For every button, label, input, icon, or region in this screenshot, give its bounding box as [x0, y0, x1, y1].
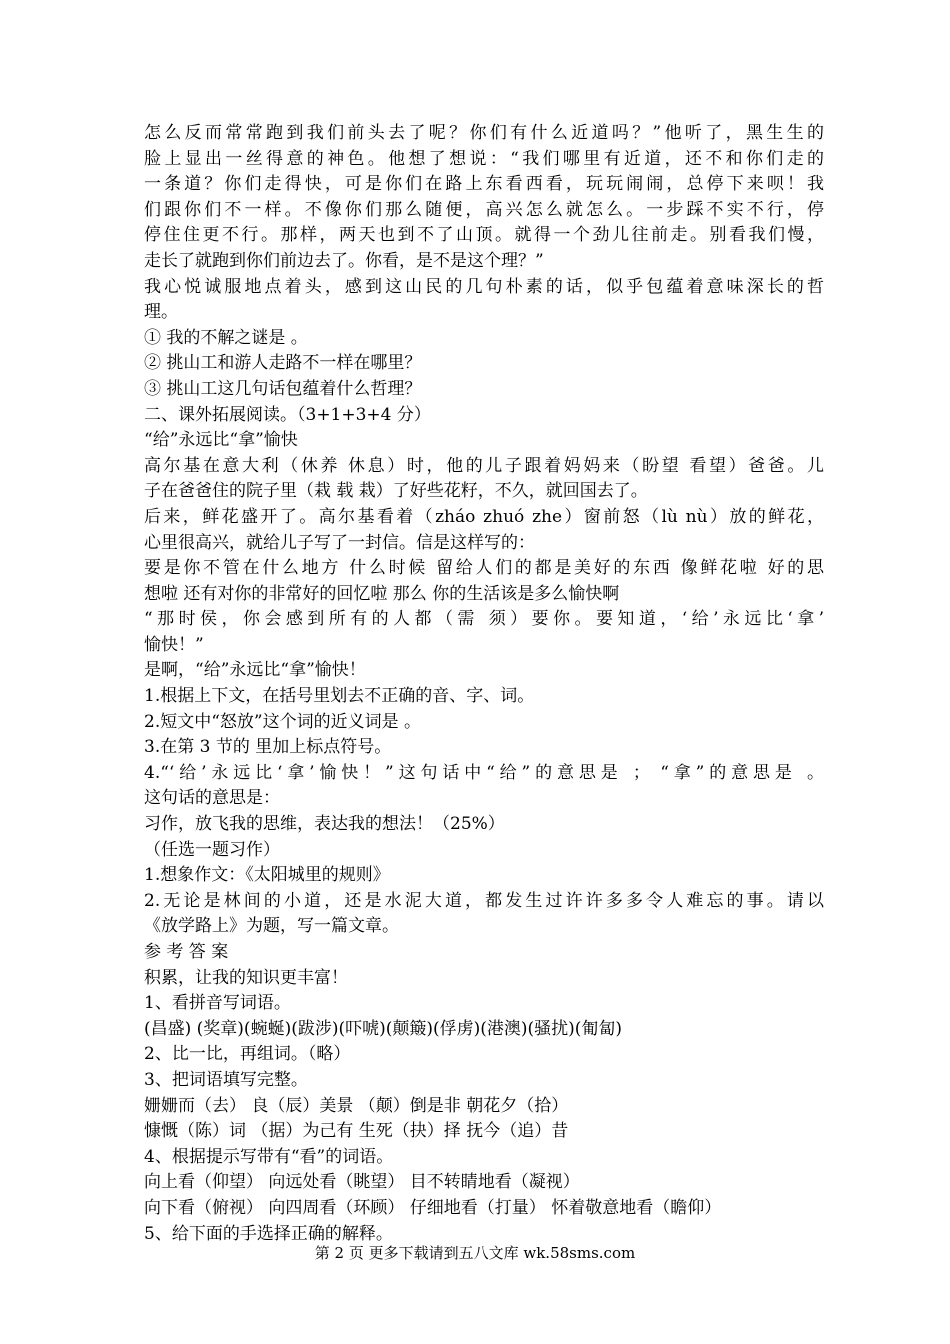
answer-line: 慷慨（陈）词 （据）为己有 生死（抉）择 抚今（追）昔 — [144, 1121, 569, 1142]
answer-heading: 4、根据提示写带有“看”的词语。 — [144, 1146, 394, 1167]
answer-heading: 5、给下面的手选择正确的解释。 — [144, 1223, 393, 1244]
answer-line: 向下看（俯视） 向四周看（环顾） 仔细地看（打量） 怀着敬意地看（瞻仰） — [144, 1197, 722, 1218]
question-item: ① 我的不解之谜是 。 — [144, 327, 308, 348]
document-body — [144, 121, 824, 1247]
question-item: 1.根据上下文，在括号里划去不正确的音、字、词。 — [144, 686, 535, 707]
text-line: 《放学路上》为题，写一篇文章。 — [144, 916, 399, 937]
text-line: 高尔基在意大利（休养 休息）时，他的儿子跟着妈妈来（盼望 看望）爸爸。儿 — [144, 455, 824, 476]
section-heading: 习作，放飞我的思维，表达我的想法！（25%） — [144, 814, 505, 835]
question-item: ③ 挑山工这几句话包蕴着什么哲理？ — [144, 378, 422, 399]
answer-heading: 2、比一比，再组词。（略） — [144, 1044, 351, 1065]
text-line: 后来，鲜花盛开了。高尔基看着（zháo zhuó zhe）窗前怒（lù nù）放的鲜花， — [144, 506, 824, 527]
text-line: 要是你不管在什么地方 什么时候 留给人们的都是美好的东西 像鲜花啦 好的思 — [144, 558, 824, 579]
article-title: “给”永远比“拿”愉快 — [144, 430, 298, 451]
text-line: 停住住更不行。那样，两天也到不了山顶。就得一个劲儿往前走。别看我们慢， — [144, 225, 824, 246]
text-line: 理。 — [144, 302, 178, 323]
text-line: 怎么反而常常跑到我们前头去了呢？你们有什么近道吗？”他听了，黑生生的 — [144, 123, 824, 143]
text-line: 我心悦诚服地点着头，感到这山民的几句朴素的话，似乎包蕴着意味深长的哲 — [144, 276, 824, 297]
section-heading: 参 考 答 案 — [144, 942, 229, 962]
question-item: ② 挑山工和游人走路不一样在哪里？ — [144, 353, 422, 374]
text-line: 积累，让我的知识更丰富！ — [144, 967, 348, 988]
text-line: 是啊，“给”永远比“拿”愉快！ — [144, 660, 366, 681]
section-heading: 二、课外拓展阅读。（3+1+3+4 分） — [144, 404, 431, 425]
question-item: 4.“‘给’永远比‘拿’愉快！”这句话中“给”的意思是 ； “拿”的意思是 。 — [144, 762, 824, 783]
answer-heading: 1、看拼音写词语。 — [144, 993, 291, 1014]
text-line: 们跟你们不一样。不像你们那么随便，高兴怎么就怎么。一步踩不实不行，停 — [144, 199, 824, 220]
text-line: 愉快！” — [144, 634, 204, 655]
question-item: 2.短文中“怒放”这个词的近义词是 。 — [144, 711, 422, 732]
answer-line: (昌盛) (奖章)(蜿蜒)(跋涉)(吓唬)(颠簸)(俘虏)(港澳)(骚扰)(匍匐) — [144, 1018, 623, 1039]
text-line: 一条道？你们走得快，可是你们在路上东看西看，玩玩闹闹，总停下来呗！我 — [144, 174, 824, 195]
text-line: 想啦 还有对你的非常好的回忆啦 那么 你的生活该是多么愉快啊 — [144, 583, 620, 604]
text-line: 子在爸爸住的院子里（栽 载 栽）了好些花籽，不久，就回国去了。 — [144, 481, 648, 502]
text-line: 走长了就跑到你们前边去了。你看，是不是这个理？” — [144, 250, 544, 271]
question-item: 3.在第 3 节的 里加上标点符号。 — [144, 737, 392, 758]
text-line: 这句话的意思是： — [144, 788, 280, 809]
question-item: 1.想象作文：《太阳城里的规则》 — [144, 865, 390, 886]
answer-heading: 3、把词语填写完整。 — [144, 1069, 308, 1090]
answer-line: 姗姗而（去） 良（辰）美景 （颠）倒是非 朝花夕（拾） — [144, 1095, 569, 1116]
text-line: （任选一题习作） — [144, 839, 280, 860]
text-line: 心里很高兴，就给儿子写了一封信。信是这样写的： — [144, 532, 535, 553]
question-item: 2.无论是林间的小道，还是水泥大道，都发生过许许多多令人难忘的事。请以 — [144, 890, 824, 911]
text-line: “那时侯，你会感到所有的人都（需 须）要你。要知道，‘给’永远比‘拿’ — [144, 609, 824, 630]
answer-line: 向上看（仰望） 向远处看（眺望） 目不转睛地看（凝视） — [144, 1172, 580, 1193]
page-footer: 第 2 页 更多下载请到五八文库 wk.58sms.com — [314, 1244, 636, 1262]
text-line: 脸上显出一丝得意的神色。他想了想说：“我们哪里有近道，还不和你们走的 — [144, 148, 824, 169]
